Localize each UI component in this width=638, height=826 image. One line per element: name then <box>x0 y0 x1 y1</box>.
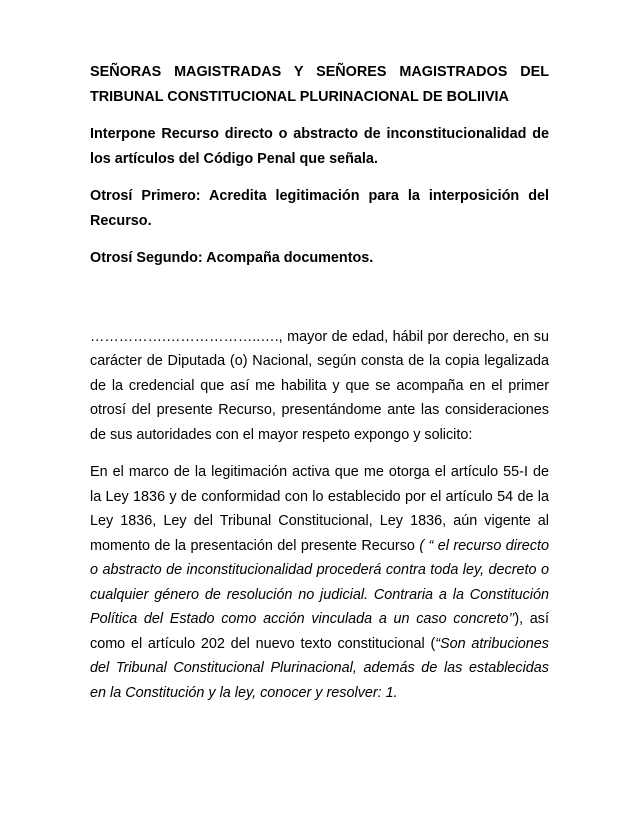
otrosi-segundo: Otrosí Segundo: Acompaña documentos. <box>90 250 374 266</box>
intro-paragraph: …………….………………..…., mayor de edad, hábil por derecho, en su carácter de Diputada (o) Nacional, según consta de la copia legalizada de la credencial que así me habilita y que se acompaña en el primer otrosí del presente Recurso, presentándome ante las consideraciones de sus autoridades con el mayor respeto expongo y solicito: <box>90 328 549 443</box>
document-heading: SEÑORAS MAGISTRADAS Y SEÑORES MAGISTRADOS DEL TRIBUNAL CONSTITUCIONAL PLURINACIONAL DE BOLIIVIA <box>90 64 549 105</box>
body-text-2: ), así como el artículo 202 del nuevo texto constitucional ( <box>90 611 549 652</box>
body-text-1: En el marco de la legitimación activa que me otorga el artículo 55-I de la Ley 1836 y de conformidad con lo establecido por el artículo 54 de la Ley 1836, Ley del Tribunal Constitucional, Ley 1836, aún vigente al momento de la presentación del presente Recurso <box>90 464 549 554</box>
otrosi-primero: Otrosí Primero: Acredita legitimación para la interposición del Recurso. <box>90 188 549 229</box>
document-subject: Interpone Recurso directo o abstracto de inconstitucionalidad de los artículos del Código Penal que señala. <box>90 126 549 167</box>
body-quote-1: ( “ el recurso directo o abstracto de inconstitucionalidad procederá contra toda ley, decreto o cualquier género de resolución no judicial. Contraria a la Constitución Política del Estado como acción vinculada a un caso concreto’’ <box>90 537 549 627</box>
body-paragraph <box>90 460 549 705</box>
document-page <box>90 60 549 705</box>
body-quote-2: “Son atribuciones del Tribunal Constitucional Plurinacional, además de las establecidas en la Constitución y la ley, conocer y resolver: 1. <box>90 635 549 701</box>
